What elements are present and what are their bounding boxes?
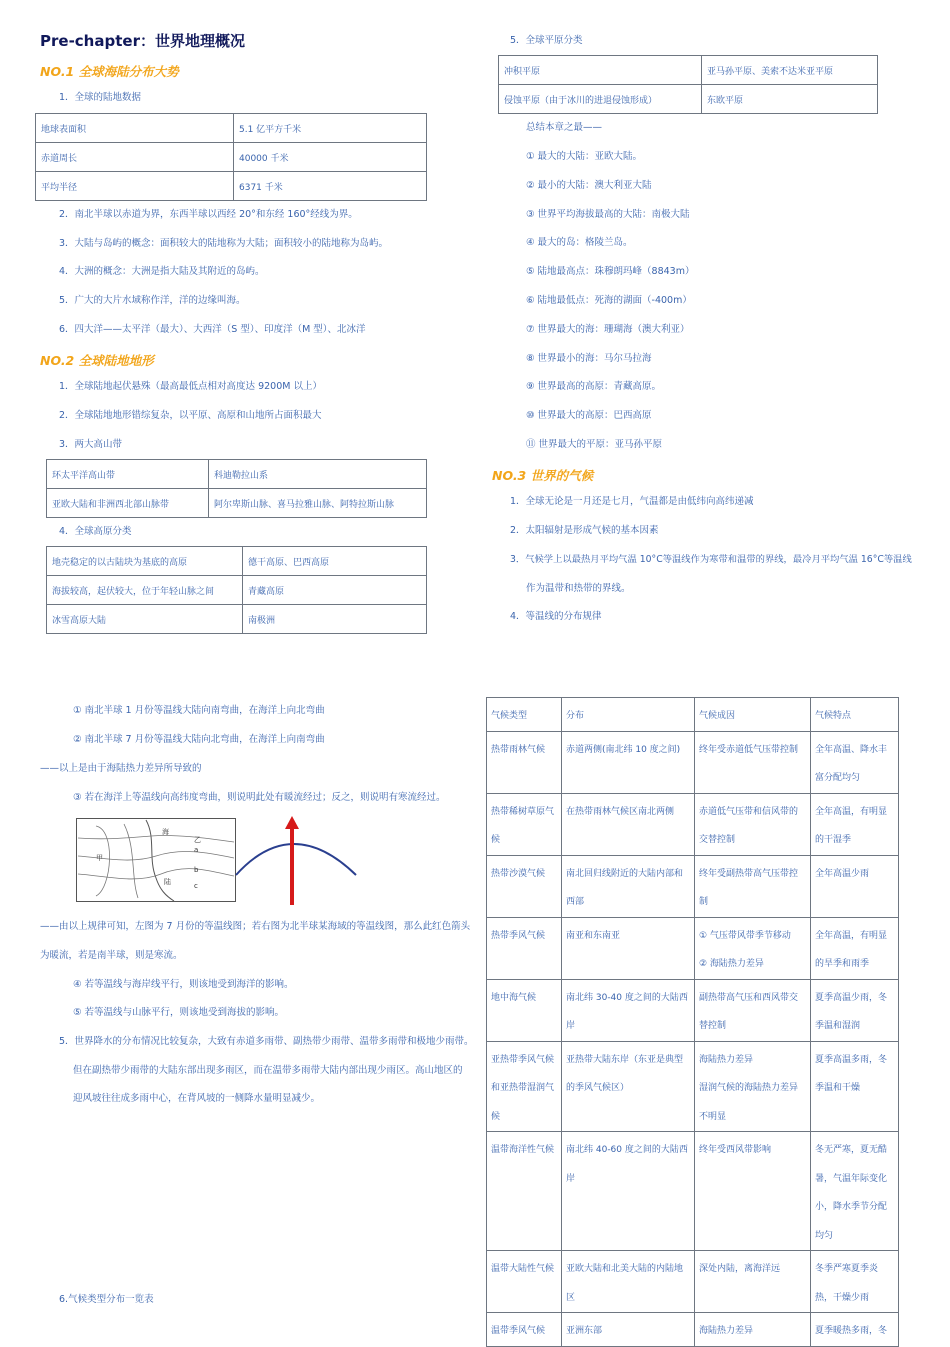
section-heading-1: NO.1 全球海陆分布大势 (40, 64, 179, 79)
table-row (499, 85, 878, 114)
table-row (47, 489, 427, 518)
table-row (47, 605, 427, 634)
list-item: 作为温带和热带的界线。 (526, 583, 631, 594)
table-cell: 侵蚀平原（由于冰川的进退侵蚀形成） (499, 85, 702, 114)
table-row (487, 855, 899, 917)
table-cell: 赤道周长 (36, 143, 234, 172)
table-cell: 南北回归线附近的大陆内部和西部 (562, 855, 695, 917)
map-label: c (194, 882, 198, 890)
table-row (487, 917, 899, 979)
table-cell: 地中海气候 (487, 979, 562, 1041)
map-label: 甲 (96, 854, 103, 862)
table-cell: 海陆热力差异 湿润气候的海陆热力差异不明显 (695, 1041, 811, 1132)
table-row (487, 1132, 899, 1251)
table-cell: 海拔较高，起伏较大，位于年轻山脉之间 (47, 576, 243, 605)
table-cell: 东欧平原 (702, 85, 878, 114)
table-row (36, 114, 427, 143)
table-cell: 热带雨林气候 (487, 731, 562, 793)
list-item: 2．全球陆地地形错综复杂，以平原、高原和山地所占面积最大 (59, 410, 322, 421)
list-item: ③ 世界平均海拔最高的大陆：南极大陆 (526, 209, 690, 220)
table-cell: 夏季高温多雨，冬季温和干燥 (811, 1041, 899, 1132)
red-arrow-head (285, 816, 299, 829)
table-cell: 冲积平原 (499, 56, 702, 85)
plains-table (498, 55, 878, 114)
list-item: ⑨ 世界最高的高原：青藏高原。 (526, 381, 662, 392)
table-cell: 夏季暖热多雨，冬 (811, 1313, 899, 1347)
table-cell: 德干高原、巴西高原 (243, 547, 427, 576)
table-cell: 亚热带季风气候和亚热带湿润气候 (487, 1041, 562, 1132)
table-cell: 6371 千米 (234, 172, 427, 201)
table-cell: 赤道两侧(南北纬 10 度之间) (562, 731, 695, 793)
list-item: ③ 若在海洋上等温线向高纬度弯曲，则说明此处有暖流经过；反之，则说明有寒流经过。 (73, 792, 446, 803)
column-header: 分布 (562, 698, 695, 732)
plateau-table (46, 546, 427, 634)
table-cell: 亚洲东部 (562, 1313, 695, 1347)
map-label: 海 (162, 828, 169, 836)
mountain-belt-table (46, 459, 427, 518)
map-label: b (194, 866, 199, 874)
table-cell: 5.1 亿平方千米 (234, 114, 427, 143)
list-item: 4．大洲的概念：大洲是指大陆及其附近的岛屿。 (59, 266, 265, 277)
figure-caption: 6.气候类型分布一览表 (59, 1294, 154, 1305)
table-row (47, 460, 427, 489)
list-item: 3．大陆与岛屿的概念：面积较大的陆地称为大陆；面积较小的陆地称为岛屿。 (59, 238, 389, 249)
list-item: 但在副热带少雨带的大陆东部出现多雨区，而在温带多雨带大陆内部出现少雨区。高山地区的 (73, 1065, 463, 1076)
list-item: 1．全球陆地起伏悬殊（最高最低点相对高度达 9200M 以上） (59, 381, 322, 392)
table-cell: 地壳稳定的以古陆块为基底的高原 (47, 547, 243, 576)
land-data-heading: 1．全球的陆地数据 (59, 92, 142, 103)
table-row (487, 731, 899, 793)
list-item: 4．全球高原分类 (59, 526, 132, 537)
table-cell: 环太平洋高山带 (47, 460, 209, 489)
list-item: ② 南北半球 7 月份等温线大陆向北弯曲，在海洋上向南弯曲 (73, 734, 325, 745)
climate-type-table (486, 697, 899, 1347)
list-item: 为暖流，若是南半球，则是寒流。 (40, 950, 183, 961)
list-item: ① 南北半球 1 月份等温线大陆向南弯曲，在海洋上向北弯曲 (73, 705, 325, 716)
table-cell: 海陆热力差异 (695, 1313, 811, 1347)
table-cell: 赤道低气压带和信风带的交替控制 (695, 793, 811, 855)
isotherm-map-svg (76, 818, 236, 902)
table-cell: 亚马孙平原、美索不达米亚平原 (702, 56, 878, 85)
table-cell: 温带海洋性气候 (487, 1132, 562, 1251)
table-cell: 地球表面积 (36, 114, 234, 143)
table-cell: 终年受副热带高气压带控制 (695, 855, 811, 917)
list-item: ⑥ 陆地最低点：死海的湖面（-400m） (526, 295, 692, 306)
table-cell: 热带沙漠气候 (487, 855, 562, 917)
land-data-table (35, 113, 427, 201)
list-item: ——由以上规律可知，左图为 7 月份的等温线图；若右图为北半球某海域的等温线图，那么此红色箭头 (40, 921, 471, 932)
map-label: 陆 (164, 878, 171, 886)
column-header: 气候类型 (487, 698, 562, 732)
section-heading-3: NO.3 世界的气候 (492, 468, 594, 483)
table-cell: 南北纬 30-40 度之间的大陆西岸 (562, 979, 695, 1041)
table-cell: 冰雪高原大陆 (47, 605, 243, 634)
list-item: ① 最大的大陆：亚欧大陆。 (526, 151, 643, 162)
table-row (36, 172, 427, 201)
isotherm-curve (236, 844, 356, 875)
table-cell: 南北纬 40-60 度之间的大陆西岸 (562, 1132, 695, 1251)
map-label: a (194, 846, 199, 854)
list-item: 5．广大的大片水域称作洋，洋的边缘叫海。 (59, 295, 246, 306)
table-cell: 平均半径 (36, 172, 234, 201)
list-item: ——以上是由于海陆热力差异所导致的 (40, 763, 202, 774)
list-item: 2．太阳辐射是形成气候的基本因素 (510, 525, 659, 536)
table-cell: 亚热带大陆东岸（东亚是典型的季风气候区） (562, 1041, 695, 1132)
table-cell: 亚欧大陆和北美大陆的内陆地区 (562, 1251, 695, 1313)
table-row (487, 1041, 899, 1132)
map-label: 乙 (194, 836, 201, 844)
plains-heading: 5．全球平原分类 (510, 35, 583, 46)
list-item: 5．世界降水的分布情况比较复杂，大致有赤道多雨带、副热带少雨带、温带多雨带和极地少雨带。 (59, 1036, 474, 1047)
table-row (487, 793, 899, 855)
table-row (499, 56, 878, 85)
table-cell: 冬季严寒夏季炎热，干燥少雨 (811, 1251, 899, 1313)
table-row (47, 576, 427, 605)
table-cell: 副热带高气压和西风带交替控制 (695, 979, 811, 1041)
table-row (36, 143, 427, 172)
table-cell: 热带季风气候 (487, 917, 562, 979)
list-item: ⑧ 世界最小的海：马尔马拉海 (526, 353, 652, 364)
table-cell: 全年高温少雨 (811, 855, 899, 917)
table-cell: 深处内陆，离海洋远 (695, 1251, 811, 1313)
table-row (487, 979, 899, 1041)
list-item: ② 最小的大陆：澳大利亚大陆 (526, 180, 652, 191)
list-item: ④ 若等温线与海岸线平行，则该地受到海洋的影响。 (73, 979, 294, 990)
list-item: ⑪ 世界最大的平原：亚马孙平原 (526, 439, 663, 450)
table-row (487, 1313, 899, 1347)
table-row (47, 547, 427, 576)
table-cell: 温带季风气候 (487, 1313, 562, 1347)
table-cell: 终年受西风带影响 (695, 1132, 811, 1251)
list-item: ⑩ 世界最大的高原：巴西高原 (526, 410, 652, 421)
section-heading-2: NO.2 全球陆地地形 (40, 353, 154, 368)
table-cell: 阿尔卑斯山脉、喜马拉雅山脉、阿特拉斯山脉 (209, 489, 427, 518)
page-title: Pre-chapter：世界地理概况 (40, 32, 245, 50)
list-item: ④ 最大的岛：格陵兰岛。 (526, 237, 633, 248)
table-row (487, 1251, 899, 1313)
table-cell: 科迪勒拉山系 (209, 460, 427, 489)
table-cell: 南亚和东南亚 (562, 917, 695, 979)
column-header: 气候特点 (811, 698, 899, 732)
list-item: ⑤ 若等温线与山脉平行，则该地受到海拔的影响。 (73, 1007, 285, 1018)
table-cell: 南极洲 (243, 605, 427, 634)
list-item: ⑤ 陆地最高点：珠穆朗玛峰（8843m） (526, 266, 695, 277)
table-cell: 终年受赤道低气压带控制 (695, 731, 811, 793)
table-cell: 全年高温，有明显的干湿季 (811, 793, 899, 855)
list-item: 1．全球无论是一月还是七月，气温都是由低纬向高纬递减 (510, 496, 754, 507)
table-header-row (487, 698, 899, 732)
table-cell: 夏季高温少雨，冬季温和湿润 (811, 979, 899, 1041)
current-arrow-svg (234, 815, 358, 905)
list-item: 迎风坡往往成多雨中心，在背风坡的一侧降水量明显减少。 (73, 1093, 321, 1104)
table-cell: 在热带雨林气候区南北两侧 (562, 793, 695, 855)
table-cell: 全年高温，有明显的旱季和雨季 (811, 917, 899, 979)
isotherm-map-figure (76, 818, 236, 902)
table-cell: 青藏高原 (243, 576, 427, 605)
list-item: 3．气候学上以最热月平均气温 10°C等温线作为寒带和温带的界线，最冷月平均气温 16°C等温线 (510, 554, 912, 565)
column-header: 气候成因 (695, 698, 811, 732)
list-item: 4．等温线的分布规律 (510, 611, 602, 622)
list-item: 6．四大洋——太平洋（最大）、大西洋（S 型）、印度洋（M 型）、北冰洋 (59, 324, 366, 335)
table-cell: 温带大陆性气候 (487, 1251, 562, 1313)
table-cell: 全年高温、降水丰富分配均匀 (811, 731, 899, 793)
list-item: ⑦ 世界最大的海：珊瑚海（澳大利亚） (526, 324, 690, 335)
current-arrow-figure (234, 815, 358, 905)
summary-heading: 总结本章之最—— (526, 122, 603, 133)
list-item: 3．两大高山带 (59, 439, 123, 450)
table-cell: 冬无严寒，夏无酷暑，气温年际变化小，降水季节分配均匀 (811, 1132, 899, 1251)
table-cell: 热带稀树草原气候 (487, 793, 562, 855)
list-item: 2．南北半球以赤道为界，东西半球以西经 20°和东经 160°经线为界。 (59, 209, 358, 220)
table-cell: ① 气压带风带季节移动 ② 海陆热力差异 (695, 917, 811, 979)
table-cell: 亚欧大陆和非洲西北部山脉带 (47, 489, 209, 518)
table-cell: 40000 千米 (234, 143, 427, 172)
